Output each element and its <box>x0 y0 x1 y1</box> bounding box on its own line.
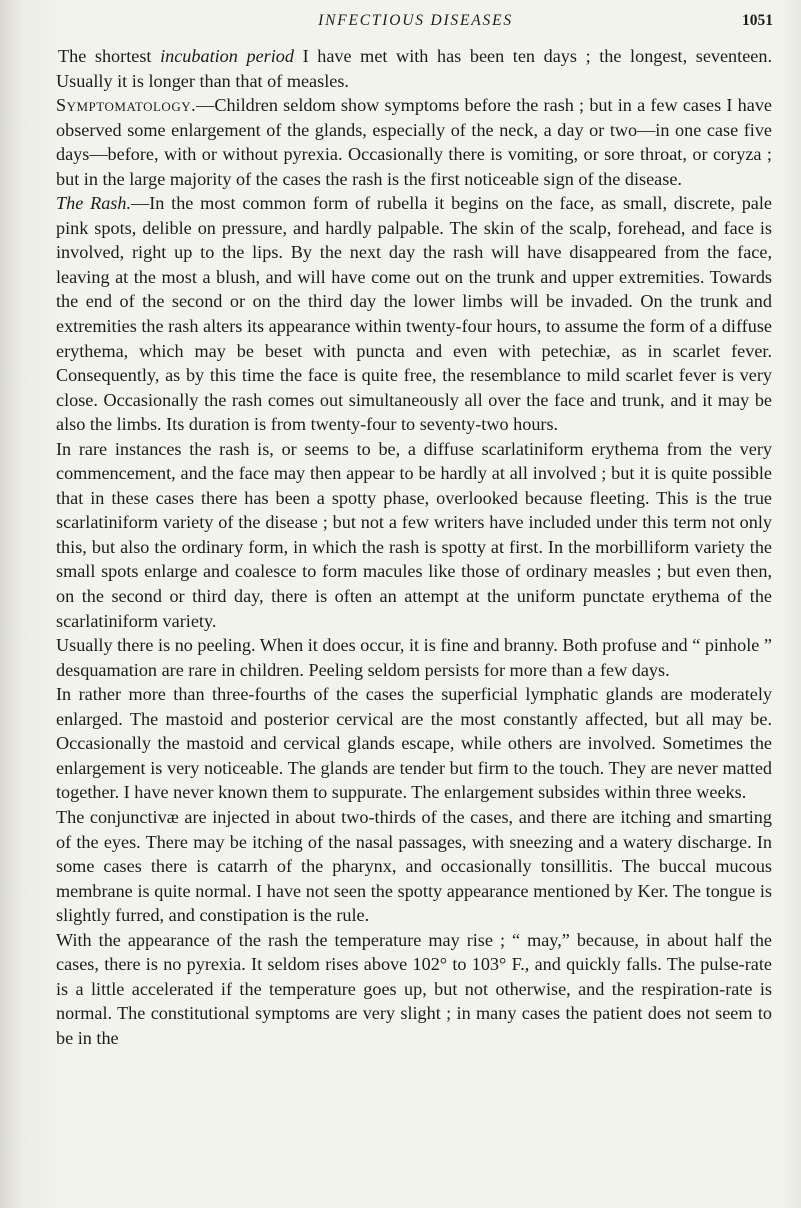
term-incubation-period: incubation period <box>160 46 294 66</box>
paragraph-incubation <box>56 44 772 93</box>
paragraph-text: I have met with has been ten days ; the longest, seventeen. Usually it is longer than that of measles. <box>56 46 772 91</box>
subheading-the-rash: The Rash. <box>56 193 132 214</box>
page-header <box>58 12 773 36</box>
paragraph-lead-text: The shortest <box>58 46 161 66</box>
paragraph-glands <box>56 682 772 805</box>
paragraph-text: —Children seldom show symptoms before the rash ; but in a few cases I have observed some enlargement of the glands, especially of the neck, a day or two—in one case five days—before, with or without pyrexia. Occasionally there is vomiting, or sore throat, or coryza ; but in the large majority of the cases the rash is the first noticeable sign of the disease. <box>56 95 772 189</box>
paragraph-text: The conjunctivæ are injected in about two-thirds of the cases, and there are itching and smarting of the eyes. There may be itching of the nasal passages, with sneezing and a watery discharge. In some cases there is catarrh of the pharynx, and occasionally tonsillitis. The buccal mucous membrane is quite normal. I have not seen the spotty appearance mentioned by Ker. The tongue is slightly furred, and constipation is the rule. <box>56 806 772 926</box>
paragraph-scarlatiniform <box>56 437 772 633</box>
paragraph-temperature <box>56 928 772 1051</box>
body-text <box>56 44 772 1050</box>
paragraph-rash <box>56 191 772 436</box>
running-title: INFECTIOUS DISEASES <box>318 12 513 29</box>
paragraph-peeling <box>56 633 772 682</box>
paragraph-conjunctivae <box>56 805 772 928</box>
paragraph-text: In rather more than three-fourths of the cases the superficial lymphatic glands are moderately enlarged. The mastoid and posterior cervical are the most constantly affected, but all may be. Occasionally the mastoid and cervical glands escape, while others are involved. Sometimes the enlargement is very noticeable. The glands are tender but firm to the touch. They are never matted together. I have never known them to suppurate. The enlargement subsides within three weeks. <box>56 684 772 803</box>
page-number: 1051 <box>742 12 773 29</box>
paragraph-text: —In the most common form of rubella it begins on the face, as small, discrete, pale pink spots, delible on pressure, and hardly palpable. The skin of the scalp, forehead, and face is involved, right up to the lips. By the next day the rash will have disappeared from the face, leaving at the most a blush, and will have come out on the trunk and upper extremities. Towards the end of the second or on the third day the lower limbs will be invaded. On the trunk and extremities the rash alters its appearance within twenty-four hours, to assume the form of a diffuse erythema, which may be beset with puncta and even with petechiæ, as in scarlet fever. Consequently, as by this time the face is quite free, the resemblance to mild scarlet fever is very close. Occasionally the rash comes out simultaneously all over the face and trunk, and it may be also the limbs. Its duration is from twenty-four to seventy-two hours. <box>56 193 772 435</box>
paragraph-symptomatology <box>56 93 772 191</box>
section-heading-symptomatology: Symptomatology. <box>56 95 197 116</box>
paragraph-text: With the appearance of the rash the temperature may rise ; “ may,” because, in about half the cases, there is no pyrexia. It seldom rises above 102° to 103° F., and quickly falls. The pulse-rate is a little accelerated if the temperature goes up, but not otherwise, and the respiration-rate is normal. The constitutional symptoms are very slight ; in many cases the patient does not seem to be in the <box>56 929 772 1048</box>
paragraph-text: Usually there is no peeling. When it does occur, it is fine and branny. Both profuse and “ pinhole ” desquamation are rare in children. Peeling seldom persists for more than a few days. <box>56 635 772 680</box>
paragraph-text: In rare instances the rash is, or seems to be, a diffuse scarlatiniform erythema from the very commencement, and the face may then appear to be hardly at all involved ; but it is quite possible that in these cases there has been a spotty phase, overlooked because fleeting. This is the true scarlatiniform variety of the disease ; but not a few writers have included under this term not only this, but also the ordinary form, in which the rash is spotty at first. In the morbilliform variety the small spots enlarge and coalesce to form macules like those of ordinary measles ; but even then, on the second or third day, there is often an attempt at the uniform punctate erythema of the scarlatiniform variety. <box>56 438 772 631</box>
